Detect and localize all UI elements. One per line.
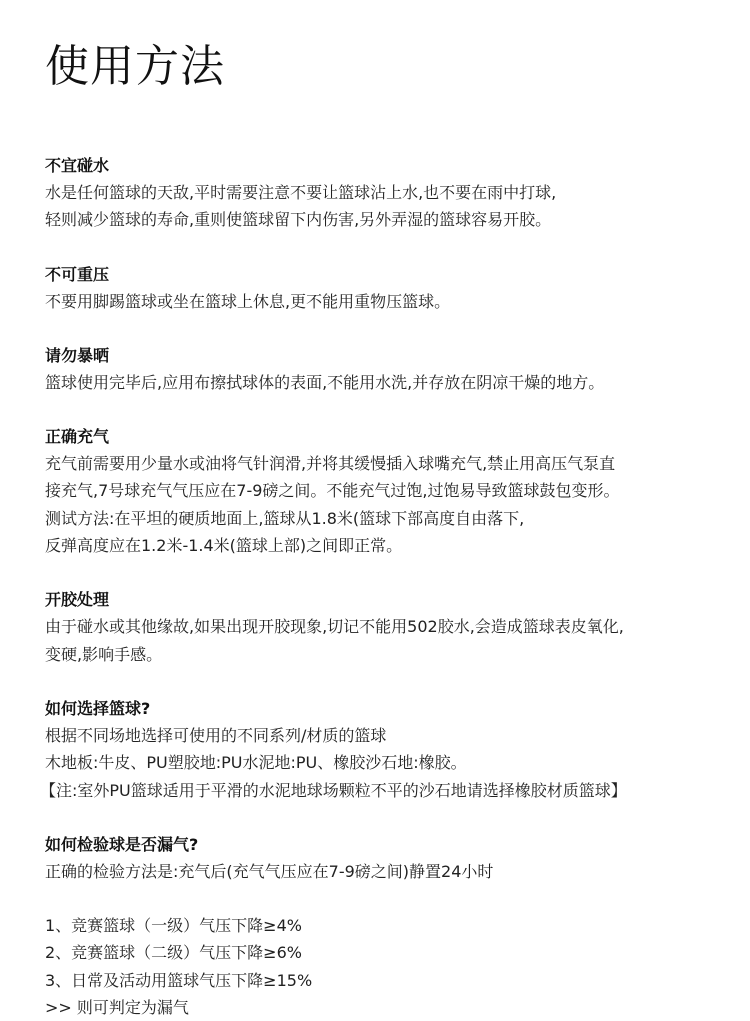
list-item: 1、竞赛篮球（一级）气压下降≥4%	[45, 916, 302, 936]
section-heading: 如何检验球是否漏气?	[45, 834, 199, 854]
section-text: 测试方法:在平坦的硬质地面上,篮球从1.8米(篮球下部高度自由落下,	[45, 508, 525, 528]
section-text: 不要用脚踢篮球或坐在篮球上休息,更不能用重物压篮球。	[45, 291, 451, 311]
section-heading: 如何选择篮球?	[45, 698, 151, 718]
section-text: 变硬,影响手感。	[45, 644, 163, 664]
section-text: 反弹高度应在1.2米-1.4米(篮球上部)之间即正常。	[45, 536, 403, 556]
section-text: 水是任何篮球的天敌,平时需要注意不要让篮球沾上水,也不要在雨中打球,	[45, 183, 557, 202]
section-heading: 正确充气	[45, 427, 110, 447]
section-leak-check	[45, 831, 750, 885]
section-text: 篮球使用完毕后,应用布擦拭球体的表面,不能用水洗,并存放在阴凉干燥的地方。	[45, 372, 605, 392]
section-glue-repair	[45, 586, 750, 668]
section-no-water	[45, 152, 750, 234]
list-item: 2、竞赛篮球（二级）气压下降≥6%	[45, 943, 302, 963]
section-no-sun	[45, 342, 750, 396]
section-text: 木地板:牛皮、PU塑胶地:PU水泥地:PU、橡胶沙石地:橡胶。	[45, 753, 467, 773]
section-heading: 请勿暴晒	[45, 345, 110, 365]
section-no-pressure	[45, 261, 750, 315]
section-note: 【注:室外PU篮球适用于平滑的水泥地球场颗粒不平的沙石地请选择橡胶材质篮球】	[40, 780, 627, 800]
section-heading: 开胶处理	[45, 590, 110, 610]
page-title: 使用方法	[45, 41, 225, 92]
section-heading: 不宜碰水	[45, 156, 110, 175]
section-text: 由于碰水或其他缘故,如果出现开胶现象,切记不能用502胶水,会造成篮球表皮氧化,	[45, 617, 624, 637]
section-text: 轻则减少篮球的寿命,重则使篮球留下内伤害,另外弄湿的篮球容易开胶。	[45, 210, 552, 230]
section-inflation	[45, 423, 750, 559]
section-heading: 不可重压	[45, 264, 110, 284]
list-item: 3、日常及活动用篮球气压下降≥15%	[45, 970, 313, 990]
leak-criteria-list	[45, 912, 750, 1021]
list-item: >> 则可判定为漏气	[45, 998, 189, 1018]
section-text: 正确的检验方法是:充气后(充气气压应在7-9磅之间)静置24小时	[45, 861, 494, 881]
section-text: 充气前需要用少量水或油将气针润滑,并将其缓慢插入球嘴充气,禁止用高压气泵直	[45, 454, 616, 474]
section-choose-ball	[40, 695, 750, 804]
section-text: 根据不同场地选择可使用的不同系列/材质的篮球	[45, 725, 387, 745]
section-text: 接充气,7号球充气气压应在7-9磅之间。不能充气过饱,过饱易导致篮球鼓包变形。	[45, 481, 620, 501]
